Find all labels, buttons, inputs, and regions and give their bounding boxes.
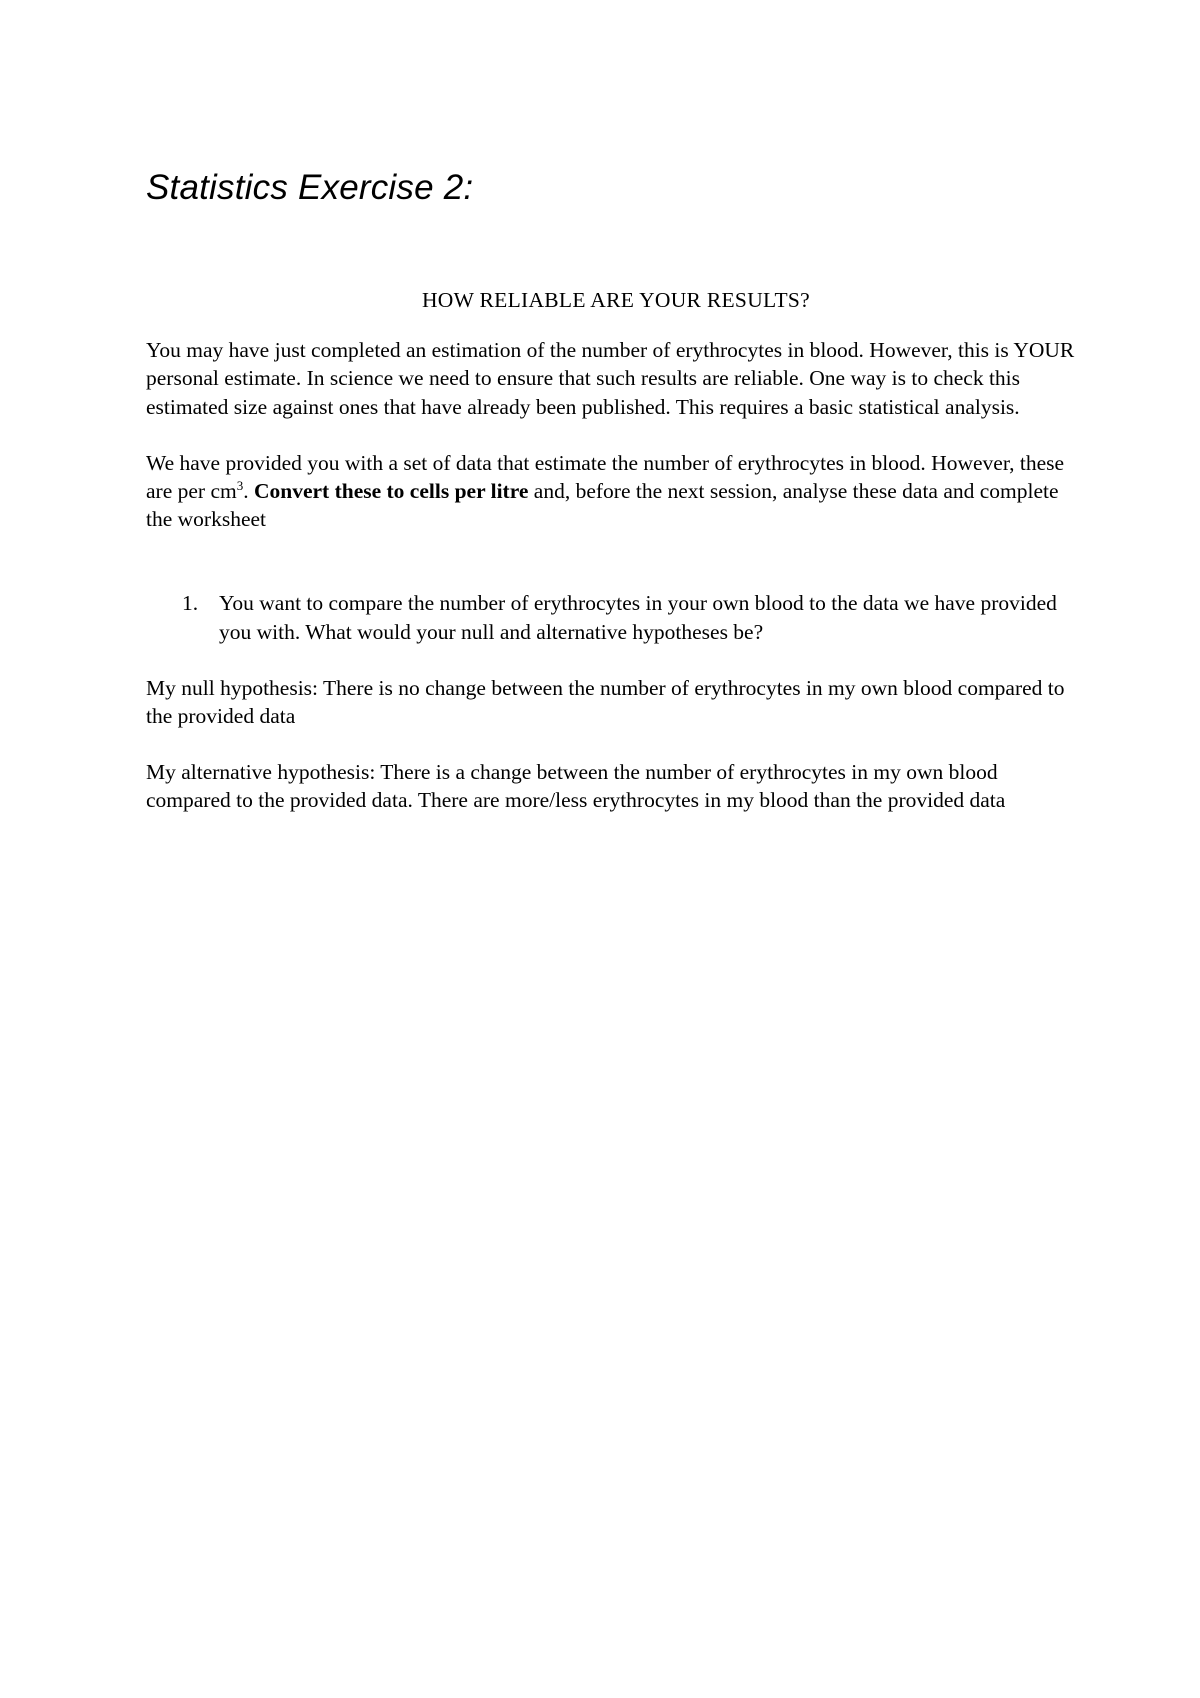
convert-instruction: Convert these to cells per litre xyxy=(253,479,529,504)
null-hypothesis-answer: My null hypothesis: There is no change between the number of erythrocytes in my own blood compared to the provided data xyxy=(146,675,1065,729)
data-paragraph-text-3: and, before the next session, analyse these data and complete the worksheet xyxy=(146,479,1059,532)
question-number: 1. xyxy=(182,591,199,616)
spacer xyxy=(146,561,1086,589)
section-heading: HOW RELIABLE ARE YOUR RESULTS? xyxy=(421,288,811,312)
data-paragraph-text-1: We have provided you with a set of data that estimate the number of erythrocytes in blood. However, these are per cm xyxy=(146,450,1065,504)
superscript-3: 3 xyxy=(236,477,244,493)
document-title: Statistics Exercise 2: xyxy=(146,168,474,207)
data-paragraph xyxy=(146,449,1086,534)
document-body xyxy=(146,286,1086,843)
question-text: You want to compare the number of erythrocytes in your own blood to the data we have provided you with. What would your null and alternative hypotheses be? xyxy=(219,591,1057,644)
question-list xyxy=(146,589,1086,645)
data-paragraph-text-2: . xyxy=(243,479,254,504)
alternative-hypothesis-answer: My alternative hypothesis: There is a change between the number of erythrocytes in my own blood compared to the provided data. There are more/less erythrocytes in my blood than the provided data xyxy=(146,760,1006,813)
question-item xyxy=(146,589,1086,645)
intro-paragraph: You may have just completed an estimation of the number of erythrocytes in blood. However, this is YOUR personal estimate. In science we need to ensure that such results are reliable. One way is to check this estimated size against ones that have already been published. This requires a basic statistical analysis. xyxy=(146,338,1075,419)
